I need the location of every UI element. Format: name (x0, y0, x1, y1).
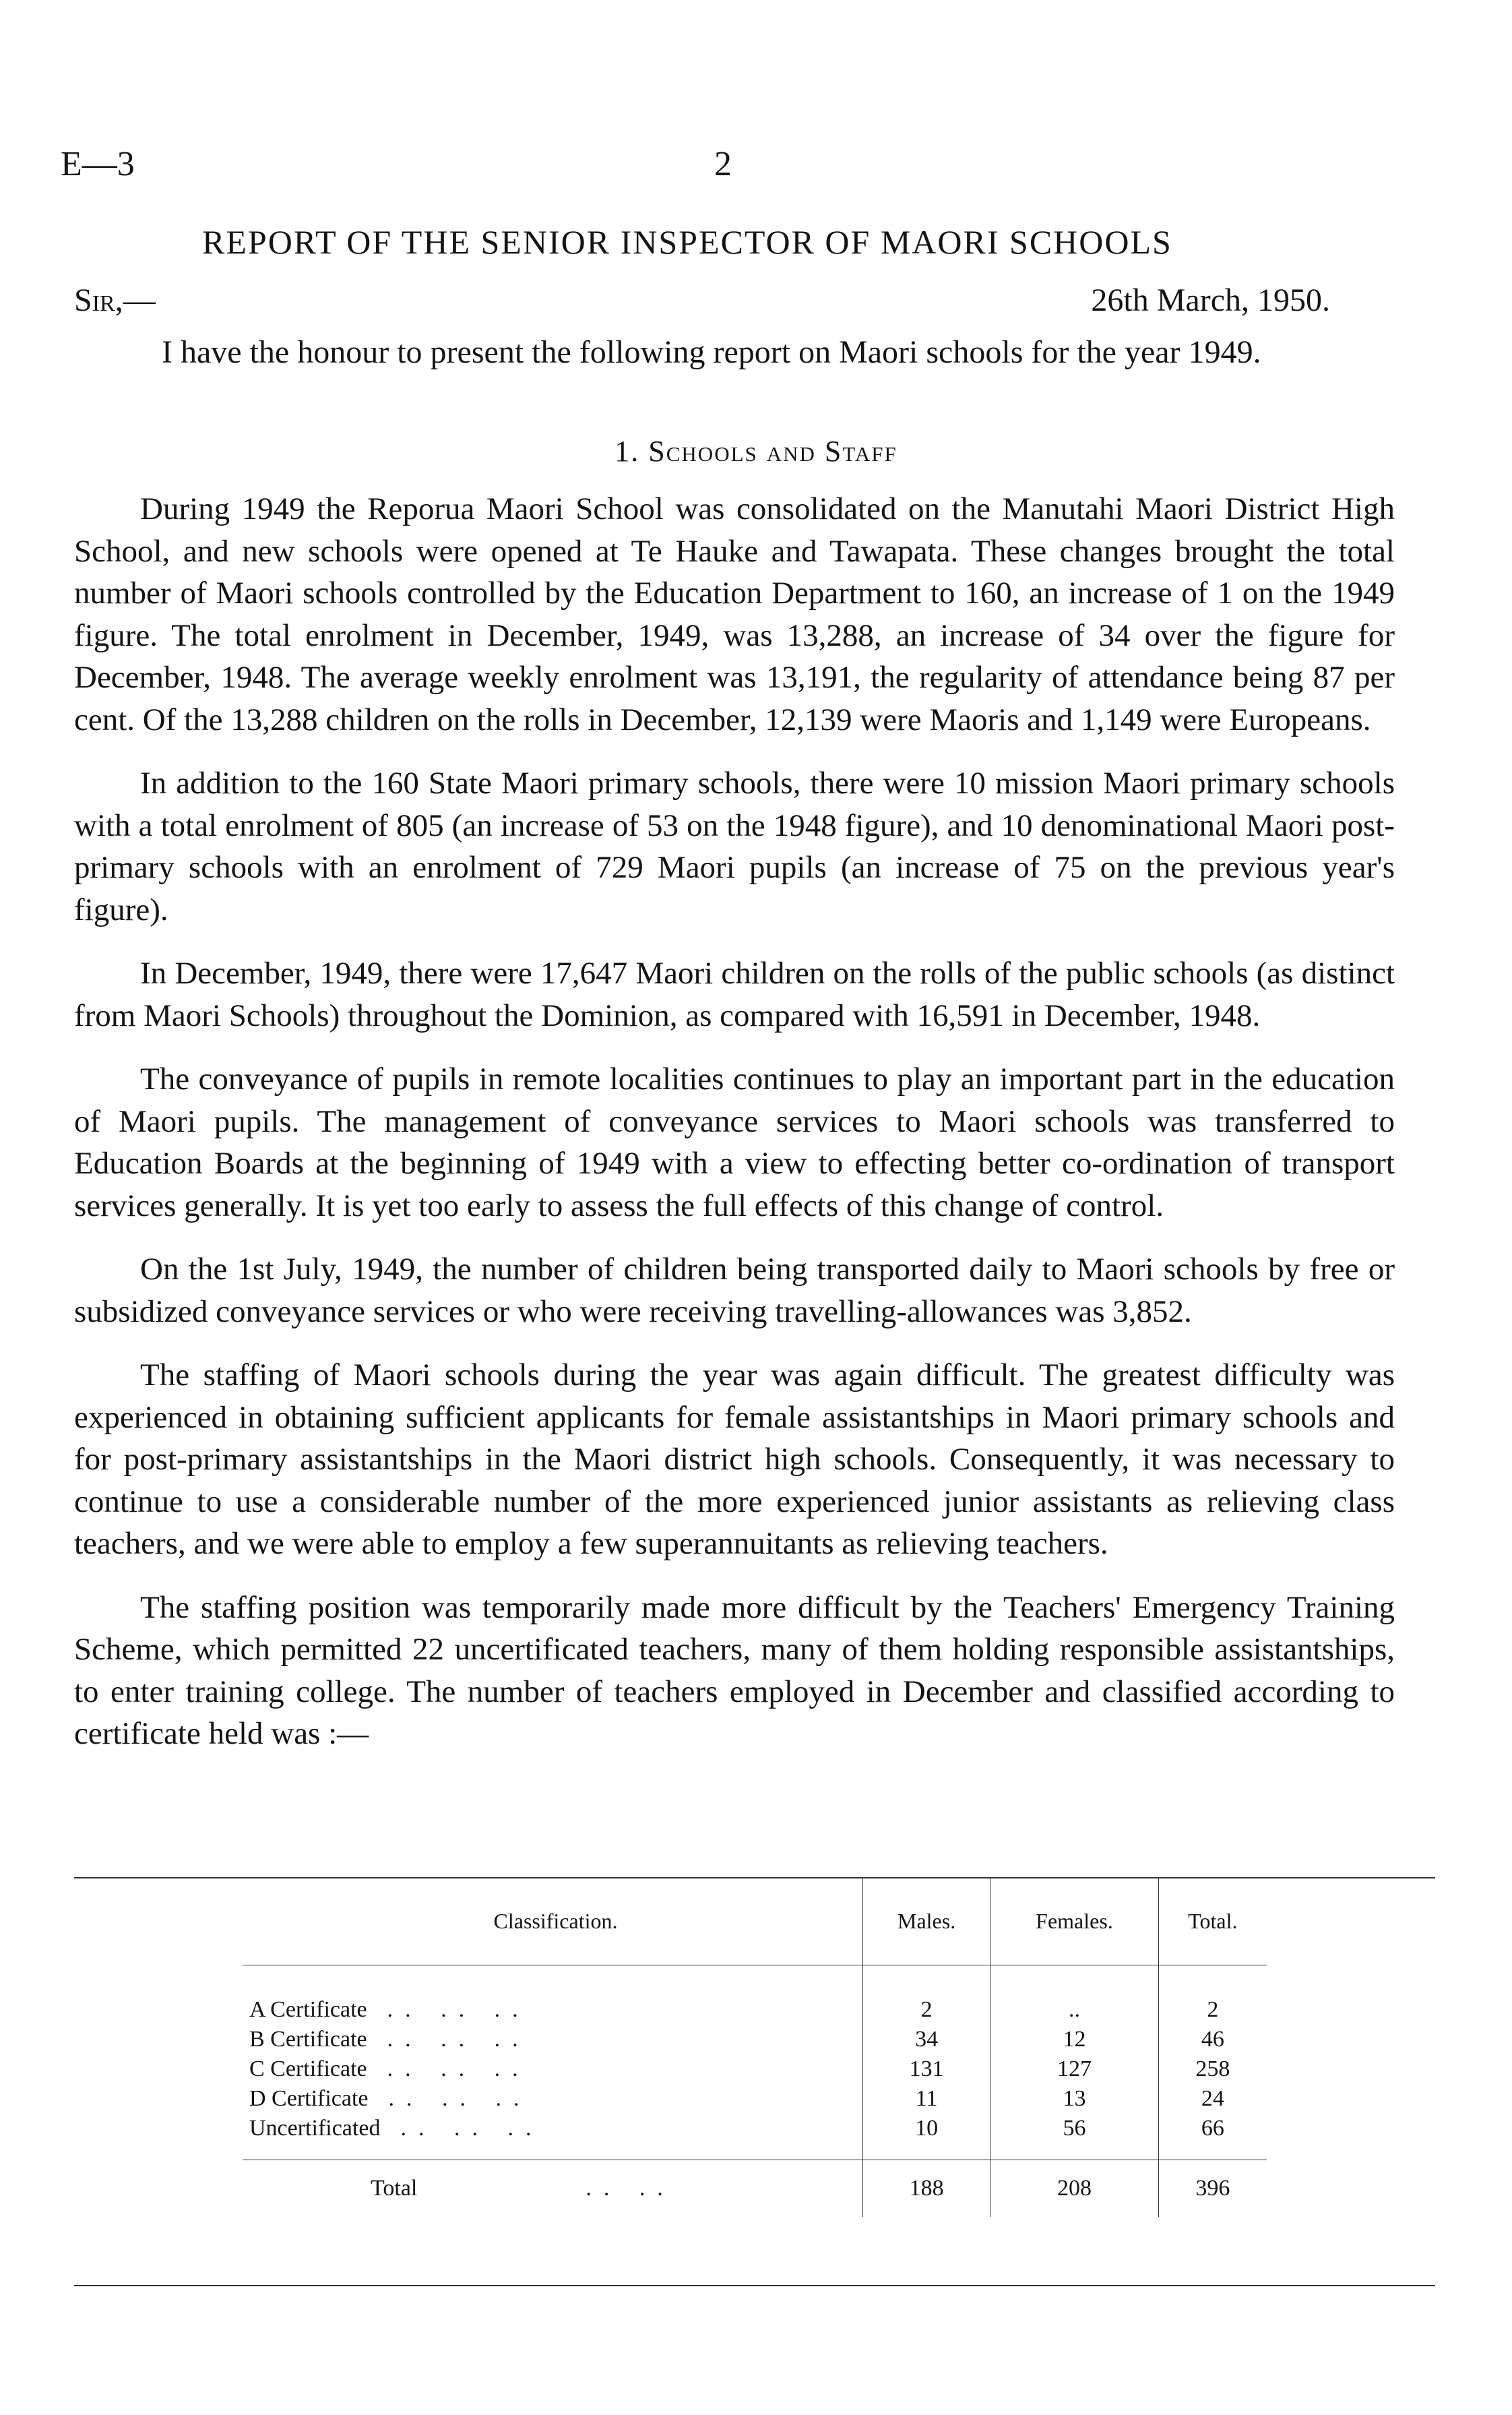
row-females: 12 (990, 2025, 1159, 2054)
total-females: 208 (990, 2160, 1159, 2218)
header-females: Females. (990, 1877, 1159, 1965)
row-total: 24 (1158, 2084, 1267, 2114)
row-total: 46 (1158, 2025, 1267, 2054)
row-leader-dots: .. .. .. (387, 2056, 530, 2081)
paragraph-schools-enrolment: During 1949 the Reporua Maori School was consolidated on the Manutahi Maori District High School, and new schools were opened at Te Hauke and Tawapata. These changes brought the total number of Maori schools controlled by the Education Department to 160, an increase of 1 on the 1949 figure. The total enrolment in December, 1949, was 13,288, an increase of 34 over the figure for December, 1948. The average weekly enrolment was 13,191, the regularity of attendance being 87 per cent. Of the 13,288 children on the rolls in December, 12,139 were Maoris and 1,149 were Europeans. (74, 491, 1395, 737)
paragraph-training-scheme: The staffing position was temporarily made more difficult by the Teachers' Emergency Training Scheme, which permitted 22 uncertificated teachers, many of them holding responsible assistantships, to enter training college. The number of teachers employed in December and classified according to certificate held was :— (74, 1589, 1395, 1751)
table-row (243, 2025, 1267, 2054)
row-classification: B Certificate (249, 2027, 367, 2052)
row-classification: D Certificate (249, 2086, 369, 2111)
row-males: 2 (863, 1965, 990, 2025)
row-total: 66 (1158, 2114, 1267, 2160)
row-females: 56 (990, 2114, 1159, 2160)
table-total-row (243, 2160, 1267, 2218)
row-females: 127 (990, 2054, 1159, 2084)
table-bottom-rule (74, 2285, 1435, 2286)
header-total: Total. (1158, 1877, 1267, 1965)
header-classification: Classification. (243, 1877, 863, 1965)
page-header-code: E—3 (61, 145, 135, 183)
total-leader-dots: .. .. (586, 2176, 675, 2201)
row-males: 34 (863, 2025, 990, 2054)
table-row (243, 2114, 1267, 2160)
paragraph-transported-children: On the 1st July, 1949, the number of children being transported daily to Maori schools by free or subsidized conveyance services or who were receiving travelling-allowances was 3,852. (74, 1252, 1395, 1329)
row-classification: A Certificate (249, 1997, 367, 2022)
section-heading: 1. Schools and Staff (615, 435, 897, 468)
row-leader-dots: .. .. .. (388, 2086, 532, 2111)
row-classification: Uncertificated (249, 2116, 381, 2141)
total-total: 396 (1158, 2160, 1267, 2218)
paragraph-public-schools: In December, 1949, there were 17,647 Maori children on the rolls of the public schools (as distinct from Maori Schools) throughout the Dominion, as compared with 16,591 in December, 1948. (74, 956, 1395, 1033)
row-leader-dots: .. .. .. (400, 2116, 544, 2141)
table-row (243, 2084, 1267, 2114)
paragraph-staffing: The staffing of Maori schools during the year was again difficult. The greatest difficulty was experienced in obtaining sufficient applicants for female assistantships in Maori primary schools and for post-primary assistantships in the Maori district high schools. Consequently, it was necessary to continue to use a considerable number of the more experienced junior assistants as relieving class teachers, and we were able to employ a few superannuitants as relieving teachers. (74, 1357, 1395, 1561)
total-males: 188 (863, 2160, 990, 2218)
row-total: 2 (1158, 1965, 1267, 2025)
table-header-row (243, 1877, 1267, 1965)
row-males: 131 (863, 2054, 990, 2084)
teachers-classification-table (243, 1877, 1267, 2217)
row-leader-dots: .. .. .. (387, 2027, 530, 2052)
table-row (243, 1965, 1267, 2025)
row-leader-dots: .. .. .. (387, 1997, 530, 2022)
row-males: 11 (863, 2084, 990, 2114)
paragraph-conveyance: The conveyance of pupils in remote localities continues to play an important part in the education of Maori pupils. The management of conveyance services to Maori schools was transferred to Education Boards at the beginning of 1949 with a view to effecting better co-ordination of transport services generally. It is yet too early to assess the full effects of this change of control. (74, 1062, 1395, 1223)
report-title: REPORT OF THE SENIOR INSPECTOR OF MAORI SCHOOLS (202, 223, 1172, 261)
row-females: .. (990, 1965, 1159, 2025)
page-number: 2 (714, 145, 732, 183)
paragraph-mission-schools: In addition to the 160 State Maori primary schools, there were 10 mission Maori primary schools with a total enrolment of 805 (an increase of 53 on the 1948 figure), and 10 denominational Maori post-primary schools with an enrolment of 729 Maori pupils (an increase of 75 on the previous year's figure). (74, 766, 1395, 927)
row-females: 13 (990, 2084, 1159, 2114)
report-date: 26th March, 1950. (1091, 282, 1330, 318)
table-row (243, 2054, 1267, 2084)
total-label: Total (371, 2176, 418, 2201)
header-males: Males. (863, 1877, 990, 1965)
row-total: 258 (1158, 2054, 1267, 2084)
salutation: Sir,— (74, 282, 156, 318)
intro-paragraph: I have the honour to present the following report on Maori schools for the year 1949. (162, 334, 1261, 370)
row-males: 10 (863, 2114, 990, 2160)
report-body (74, 488, 1395, 1777)
row-classification: C Certificate (249, 2056, 367, 2081)
